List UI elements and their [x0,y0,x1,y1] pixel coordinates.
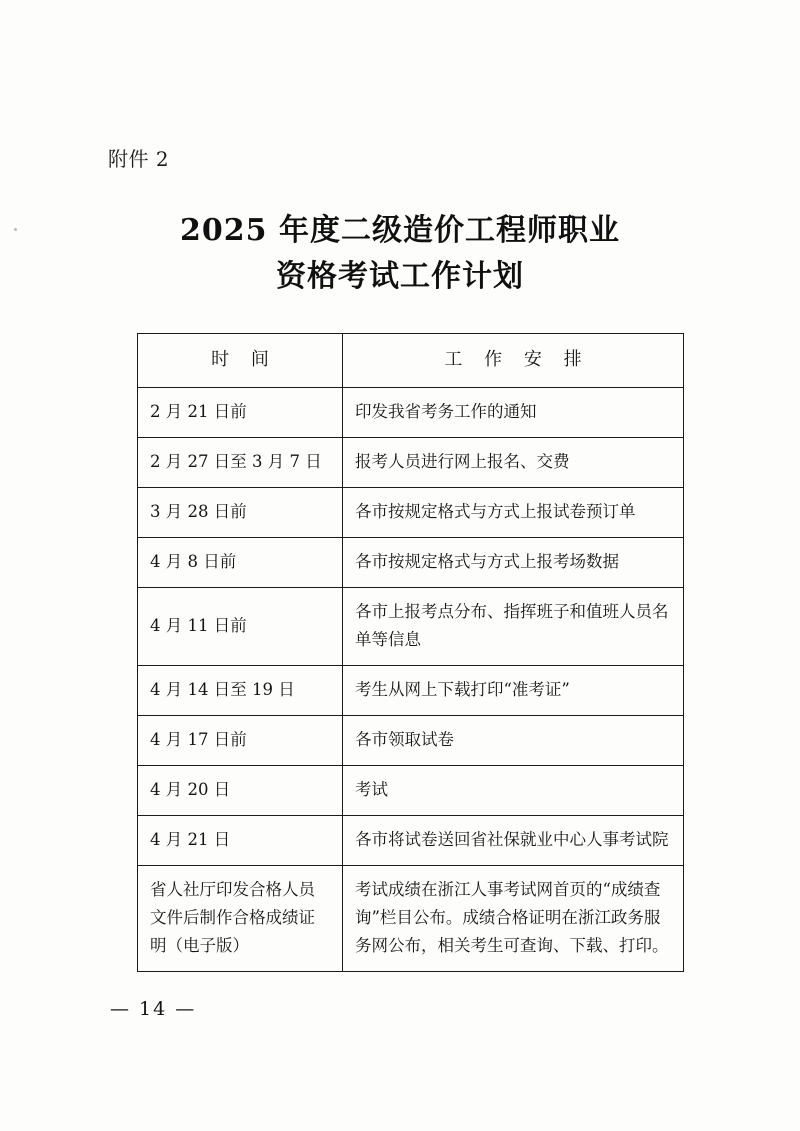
cell-time: 4 月 20 日 [138,766,343,816]
table-row [138,666,684,716]
cell-work: 考试 [343,766,684,816]
cell-time: 4 月 8 日前 [138,538,343,588]
table-row [138,438,684,488]
cell-time: 3 月 28 日前 [138,488,343,538]
cell-work: 考试成绩在浙江人事考试网首页的“成绩查询”栏目公布。成绩合格证明在浙江政务服务网公布，相关考生可查询、下载、打印。 [343,866,684,972]
cell-work: 各市领取试卷 [343,716,684,766]
cell-time: 2 月 21 日前 [138,388,343,438]
cell-time: 4 月 21 日 [138,816,343,866]
title-line-1: 2025 年度二级造价工程师职业 [180,213,620,248]
cell-work: 各市将试卷送回省社保就业中心人事考试院 [343,816,684,866]
page-speck [14,228,17,231]
cell-work: 考生从网上下载打印“准考证” [343,666,684,716]
title-line-2: 资格考试工作计划 [276,259,524,294]
cell-time: 4 月 11 日前 [138,588,343,666]
table-row [138,816,684,866]
cell-time: 4 月 14 日至 19 日 [138,666,343,716]
table-row [138,388,684,438]
cell-time: 2 月 27 日至 3 月 7 日 [138,438,343,488]
cell-work: 各市按规定格式与方式上报考场数据 [343,538,684,588]
table-row [138,588,684,666]
table-row [138,766,684,816]
cell-work: 印发我省考务工作的通知 [343,388,684,438]
page-title [110,208,690,300]
table-row [138,716,684,766]
work-plan-table [137,333,684,972]
table-header-row [138,334,684,388]
attachment-label: 附件 2 [108,147,170,171]
cell-work: 各市上报考点分布、指挥班子和值班人员名单等信息 [343,588,684,666]
table-row [138,488,684,538]
cell-time: 4 月 17 日前 [138,716,343,766]
table-row [138,866,684,972]
column-header-time: 时 间 [138,334,343,388]
column-header-work: 工 作 安 排 [343,334,684,388]
cell-time: 省人社厅印发合格人员文件后制作合格成绩证明（电子版） [138,866,343,972]
page-number: — 14 — [110,998,197,1020]
cell-work: 各市按规定格式与方式上报试卷预订单 [343,488,684,538]
table-row [138,538,684,588]
cell-work: 报考人员进行网上报名、交费 [343,438,684,488]
